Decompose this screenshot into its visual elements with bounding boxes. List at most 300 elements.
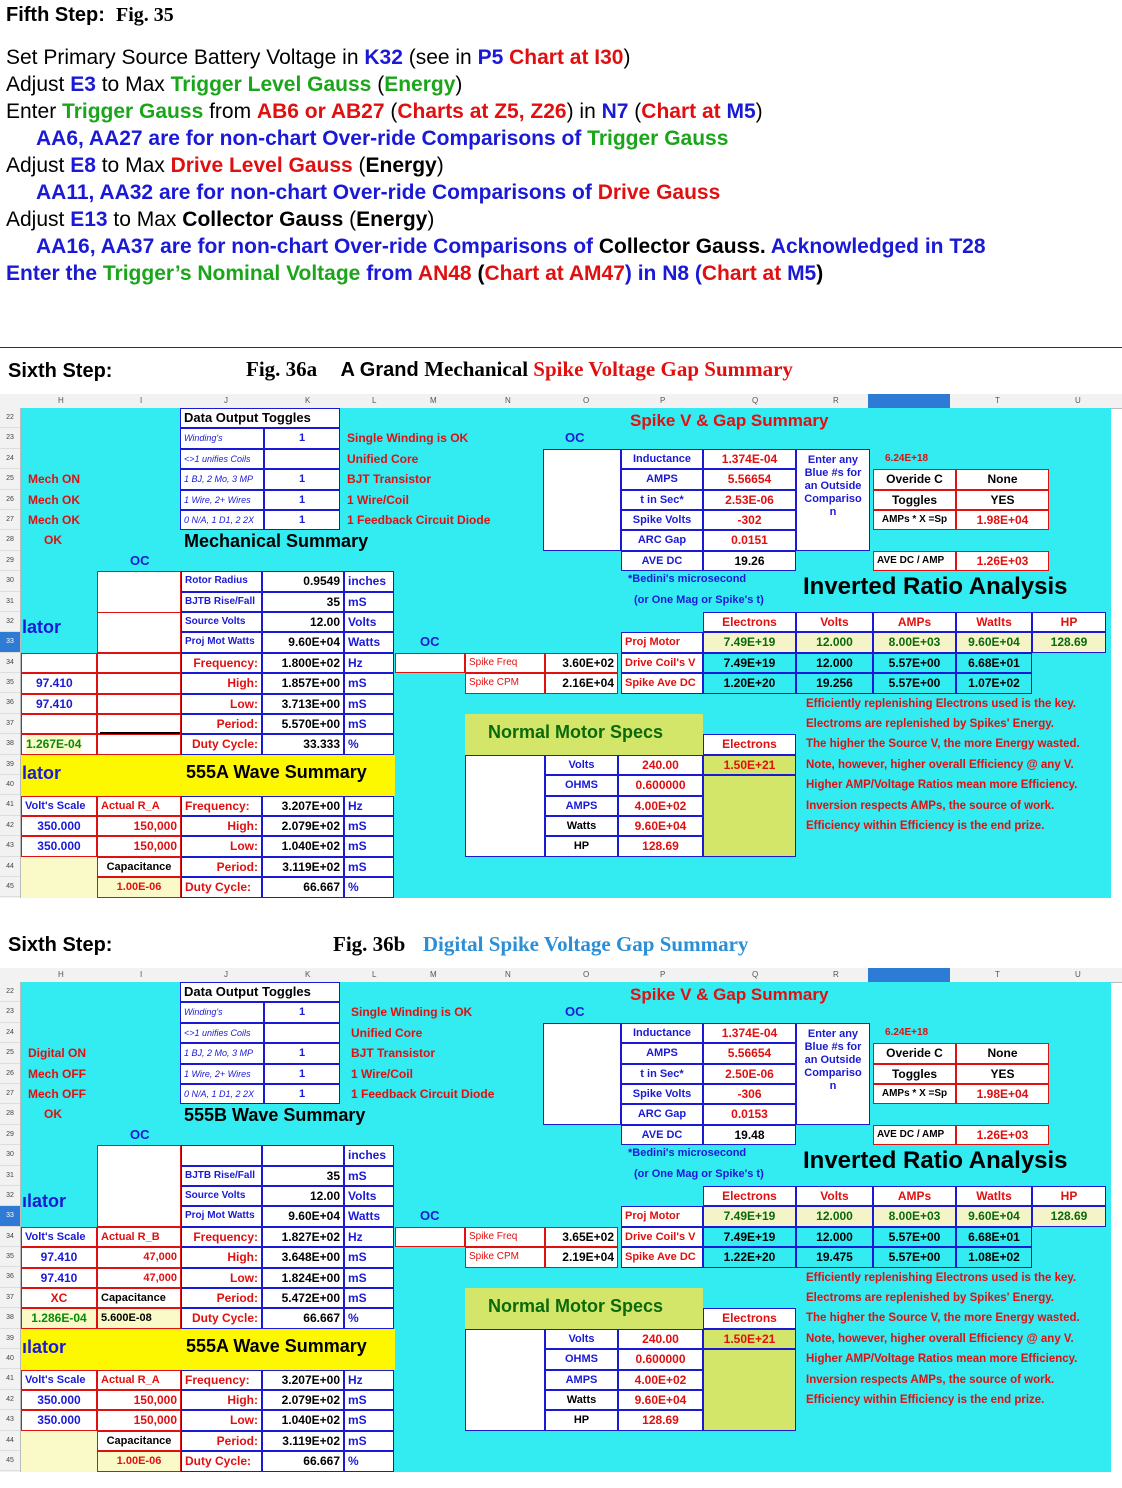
row-number[interactable]: 25 bbox=[0, 469, 20, 489]
row-header-bar bbox=[0, 408, 21, 898]
ira-value[interactable]: 5.57E+00 bbox=[873, 1227, 956, 1247]
wave-value[interactable]: 2.079E+02 bbox=[262, 1390, 344, 1410]
cell bbox=[97, 694, 181, 714]
spec-label: HP bbox=[545, 1410, 618, 1430]
row-number[interactable]: 26 bbox=[0, 1064, 20, 1084]
blank-box bbox=[465, 755, 545, 857]
specs-blank-box bbox=[703, 775, 796, 857]
wave-label: Duty Cycle: bbox=[181, 1451, 262, 1471]
param-value[interactable]: 33.333 bbox=[262, 734, 344, 754]
instruction-line-4 bbox=[6, 125, 728, 152]
param-value[interactable]: 0.9549 bbox=[262, 571, 344, 591]
wave-value[interactable]: 2.079E+02 bbox=[262, 816, 344, 836]
row-number[interactable]: 31 bbox=[0, 1166, 20, 1186]
capacitance-cell[interactable]: Capacitance bbox=[97, 1431, 181, 1451]
cell-ref: AN48 bbox=[417, 262, 472, 285]
ira-value[interactable]: 7.49E+19 bbox=[703, 1227, 796, 1247]
col-header: Volt's Scale bbox=[21, 1370, 97, 1390]
bedini-note-2: (or One Mag or Spike's t) bbox=[634, 1167, 764, 1180]
param-unit: inches bbox=[344, 1145, 394, 1165]
toggle-description: 1 Wire/Coil bbox=[347, 492, 409, 507]
section-divider bbox=[0, 347, 1122, 348]
spreadsheet-b[interactable] bbox=[0, 968, 1122, 1476]
scale-value[interactable]: 350.000 bbox=[21, 1390, 97, 1410]
row-number[interactable]: 32 bbox=[0, 1186, 20, 1206]
ira-value[interactable]: 1.20E+20 bbox=[703, 673, 796, 693]
row-number[interactable]: 23 bbox=[0, 1002, 20, 1022]
param-unit: mS bbox=[344, 592, 394, 612]
spec-value[interactable]: 128.69 bbox=[618, 1410, 703, 1430]
toggle-value[interactable]: 1 bbox=[264, 490, 340, 510]
column-letter[interactable]: J bbox=[224, 970, 228, 979]
spec-label: AMPS bbox=[545, 1370, 618, 1390]
spike-param-value[interactable]: 1.374E-04 bbox=[703, 449, 796, 469]
row-number[interactable]: 36 bbox=[0, 1267, 20, 1287]
mode-status: OK bbox=[44, 1107, 62, 1122]
column-letter[interactable]: P bbox=[660, 396, 666, 405]
ira-value[interactable]: 5.57E+00 bbox=[873, 653, 956, 673]
row-number[interactable]: 35 bbox=[0, 1247, 20, 1267]
column-letter[interactable]: U bbox=[1075, 396, 1081, 405]
param-label: BJTB Rise/Fall bbox=[181, 1166, 262, 1186]
row-number[interactable]: 40 bbox=[0, 1349, 20, 1369]
spec-label: Watts bbox=[545, 1390, 618, 1410]
ira-value[interactable]: 8.00E+03 bbox=[873, 1206, 956, 1226]
efficiency-note: Inversion respects AMPs, the source of work. bbox=[806, 799, 1055, 812]
spike-freq-value[interactable]: 3.60E+02 bbox=[545, 653, 618, 673]
toggle-value[interactable]: 1 bbox=[264, 1043, 340, 1063]
chart-ref: Charts at Z5, Z26 bbox=[397, 100, 567, 123]
row-number[interactable]: 30 bbox=[0, 571, 20, 591]
ira-header: Watlts bbox=[956, 612, 1032, 632]
toggle-value[interactable]: 1 bbox=[264, 428, 340, 448]
ira-value[interactable]: 7.49E+19 bbox=[703, 653, 796, 673]
param-value[interactable]: 3.713E+00 bbox=[262, 694, 344, 714]
gauss-term: Trigger Gauss bbox=[587, 127, 729, 150]
column-letter[interactable]: R bbox=[833, 396, 839, 405]
wave-label: Frequency: bbox=[181, 1370, 262, 1390]
column-letter[interactable]: N bbox=[505, 396, 511, 405]
spike-param-value[interactable]: 19.48 bbox=[703, 1125, 796, 1145]
text: ) bbox=[816, 262, 824, 285]
override-value[interactable]: YES bbox=[956, 1064, 1049, 1084]
summary-title: Mechanical Summary bbox=[184, 531, 369, 552]
param-label: Period: bbox=[181, 1288, 262, 1308]
capacitance-cell[interactable]: 1.00E-06 bbox=[97, 877, 181, 897]
row-number[interactable]: 44 bbox=[0, 1431, 20, 1451]
spec-label: OHMS bbox=[545, 775, 618, 795]
override-label: Overide C bbox=[873, 469, 956, 489]
row-number[interactable]: 28 bbox=[0, 530, 20, 550]
param-unit: mS bbox=[344, 1268, 394, 1288]
param-unit: mS bbox=[344, 694, 394, 714]
cell-value[interactable]: 1.286E-04 bbox=[21, 1308, 97, 1328]
blank-box bbox=[97, 1145, 181, 1227]
mode-status: Mech OK bbox=[28, 513, 81, 527]
row-number[interactable]: 27 bbox=[0, 1084, 20, 1104]
instruction-line-1 bbox=[6, 44, 630, 71]
energy-term: Energy bbox=[384, 73, 456, 96]
row-number[interactable]: 29 bbox=[0, 551, 20, 571]
text: ( bbox=[371, 73, 385, 96]
row-number[interactable]: 24 bbox=[0, 1023, 20, 1043]
cell-value[interactable]: Capacitance bbox=[97, 1288, 181, 1308]
oc-label: OC bbox=[565, 430, 585, 446]
toggle-value[interactable] bbox=[264, 449, 340, 469]
column-letter[interactable]: T bbox=[995, 396, 1000, 405]
row-number[interactable]: 33 bbox=[0, 632, 20, 652]
row-number[interactable]: 38 bbox=[0, 1308, 20, 1328]
row-number[interactable]: 43 bbox=[0, 836, 20, 856]
row-number[interactable]: 26 bbox=[0, 490, 20, 510]
cell-value[interactable]: 97.410 bbox=[21, 1247, 97, 1267]
wave-value[interactable]: 66.667 bbox=[262, 877, 344, 897]
row-number[interactable]: 39 bbox=[0, 755, 20, 775]
toggle-key: 0 N/A, 1 D1, 2 2X bbox=[180, 510, 264, 530]
scale-value[interactable]: 350.000 bbox=[21, 836, 97, 856]
param-unit: % bbox=[344, 734, 394, 754]
fig-36b-title bbox=[333, 932, 748, 957]
param-value[interactable]: 35 bbox=[262, 592, 344, 612]
ira-value[interactable]: 7.49E+19 bbox=[703, 1206, 796, 1226]
text: ( bbox=[628, 100, 642, 123]
ira-header: Electrons bbox=[703, 612, 796, 632]
ira-value[interactable]: 1.22E+20 bbox=[703, 1247, 796, 1267]
column-letter[interactable]: L bbox=[372, 396, 377, 405]
param-value[interactable]: 66.667 bbox=[262, 1308, 344, 1328]
instruction-line-9 bbox=[6, 260, 823, 287]
efficiency-note: Higher AMP/Voltage Ratios mean more Efficiency. bbox=[806, 779, 1078, 792]
spike-param-value[interactable]: -302 bbox=[703, 510, 796, 530]
wave-unit: Hz bbox=[344, 796, 394, 816]
resistor-value[interactable]: 150,000 bbox=[97, 1390, 181, 1410]
spec-value[interactable]: 128.69 bbox=[618, 836, 703, 856]
cell-ref: K32 bbox=[364, 46, 403, 69]
wave-value[interactable]: 3.207E+00 bbox=[262, 796, 344, 816]
wave-label: High: bbox=[181, 816, 262, 836]
cell-value[interactable]: 47,000 bbox=[97, 1268, 181, 1288]
row-number[interactable]: 25 bbox=[0, 1043, 20, 1063]
override-value[interactable]: 1.98E+04 bbox=[956, 1084, 1049, 1104]
spec-value[interactable]: 9.60E+04 bbox=[618, 1390, 703, 1410]
column-letter[interactable]: K bbox=[305, 396, 311, 405]
spec-value[interactable]: 4.00E+02 bbox=[618, 1370, 703, 1390]
override-value[interactable]: None bbox=[956, 1043, 1049, 1063]
spike-param-label: Spike Volts bbox=[621, 510, 703, 530]
spec-label: Volts bbox=[545, 1329, 618, 1349]
row-number[interactable]: 41 bbox=[0, 795, 20, 815]
param-value[interactable]: 3.648E+00 bbox=[262, 1247, 344, 1267]
column-letter[interactable]: P bbox=[660, 970, 666, 979]
wave-value[interactable]: 3.207E+00 bbox=[262, 1370, 344, 1390]
ira-value[interactable]: 1.08E+02 bbox=[956, 1247, 1032, 1267]
cell-value[interactable]: XC bbox=[21, 1288, 97, 1308]
row-number[interactable]: 31 bbox=[0, 592, 20, 612]
param-label: Frequency: bbox=[181, 1227, 262, 1247]
override-label: AMPs * X =Sp bbox=[873, 1084, 956, 1104]
row-number[interactable]: 32 bbox=[0, 612, 20, 632]
ira-value[interactable]: 6.68E+01 bbox=[956, 653, 1032, 673]
row-number[interactable]: 37 bbox=[0, 1288, 20, 1308]
oc-label: OC bbox=[420, 634, 440, 650]
resistor-value[interactable]: 150,000 bbox=[97, 816, 181, 836]
spec-electrons-value[interactable]: 1.50E+21 bbox=[703, 755, 796, 775]
param-value[interactable]: 12.00 bbox=[262, 1186, 344, 1206]
spike-param-value[interactable]: 2.53E-06 bbox=[703, 490, 796, 510]
toggle-description: Unified Core bbox=[351, 1025, 423, 1040]
row-number[interactable]: 27 bbox=[0, 510, 20, 530]
resistor-value[interactable]: 150,000 bbox=[97, 1410, 181, 1430]
param-label: High: bbox=[181, 673, 262, 693]
row-number[interactable]: 40 bbox=[0, 775, 20, 795]
spec-electrons-value[interactable]: 1.50E+21 bbox=[703, 1329, 796, 1349]
cell bbox=[395, 1227, 465, 1247]
column-letter[interactable]: L bbox=[372, 970, 377, 979]
row-number[interactable]: 42 bbox=[0, 816, 20, 836]
spec-label: HP bbox=[545, 836, 618, 856]
ira-value[interactable]: 128.69 bbox=[1032, 1206, 1106, 1226]
ira-value[interactable]: 12.000 bbox=[796, 1227, 873, 1247]
cell-value[interactable]: 47,000 bbox=[97, 1247, 181, 1267]
wave-unit: Hz bbox=[344, 1370, 394, 1390]
wave-value[interactable]: 3.119E+02 bbox=[262, 857, 344, 877]
ira-header: Volts bbox=[796, 1186, 873, 1206]
cell bbox=[97, 653, 181, 673]
wave-unit: mS bbox=[344, 1431, 394, 1451]
wave-value[interactable]: 66.667 bbox=[262, 1451, 344, 1471]
toggle-key: 1 Wire, 2+ Wires bbox=[180, 1064, 264, 1084]
spike-param-value[interactable]: 0.0151 bbox=[703, 530, 796, 550]
text: (see in bbox=[402, 46, 478, 69]
param-value[interactable]: 35 bbox=[262, 1166, 344, 1186]
normal-motor-title: Normal Motor Specs bbox=[488, 722, 664, 742]
ira-value[interactable]: 8.00E+03 bbox=[873, 632, 956, 652]
row-number[interactable]: 30 bbox=[0, 1145, 20, 1165]
spike-param-value[interactable]: 19.26 bbox=[703, 551, 796, 571]
param-value[interactable]: 12.00 bbox=[262, 612, 344, 632]
text: ( bbox=[352, 154, 366, 177]
efficiency-note: Inversion respects AMPs, the source of work. bbox=[806, 1373, 1055, 1386]
spec-value[interactable]: 240.00 bbox=[618, 1329, 703, 1349]
column-letter[interactable]: N bbox=[505, 970, 511, 979]
oc-label: OC bbox=[565, 1004, 585, 1020]
spike-param-value[interactable]: 5.56654 bbox=[703, 1043, 796, 1063]
row-number[interactable]: 22 bbox=[0, 408, 20, 428]
title-part: Mechanical bbox=[424, 357, 529, 381]
row-number[interactable]: 45 bbox=[0, 1451, 20, 1471]
row-number[interactable]: 23 bbox=[0, 428, 20, 448]
row-number[interactable]: 34 bbox=[0, 653, 20, 673]
ira-value[interactable]: 7.49E+19 bbox=[703, 632, 796, 652]
ira-value[interactable]: 5.57E+00 bbox=[873, 1247, 956, 1267]
cell-value[interactable]: 5.600E-08 bbox=[97, 1308, 181, 1328]
col-header: Actual R_B bbox=[97, 1227, 181, 1247]
row-number[interactable]: 41 bbox=[0, 1369, 20, 1389]
ira-value[interactable]: 12.000 bbox=[796, 1206, 873, 1226]
spec-value[interactable]: 0.600000 bbox=[618, 1349, 703, 1369]
chart-ref: Chart at I30 bbox=[503, 46, 624, 69]
param-value[interactable]: 1.824E+00 bbox=[262, 1268, 344, 1288]
column-letter[interactable]: H bbox=[58, 396, 64, 405]
title-text: Digital Spike Voltage Gap Summary bbox=[422, 932, 749, 956]
ira-value[interactable]: 128.69 bbox=[1032, 632, 1106, 652]
spike-param-value[interactable]: 2.50E-06 bbox=[703, 1064, 796, 1084]
param-label: Duty Cycle: bbox=[181, 734, 262, 754]
param-unit: Watts bbox=[344, 1206, 394, 1226]
param-value[interactable]: 5.570E+00 bbox=[262, 714, 344, 734]
toggle-value[interactable]: 1 bbox=[264, 1084, 340, 1104]
ira-value[interactable]: 5.57E+00 bbox=[873, 673, 956, 693]
row-number[interactable]: 34 bbox=[0, 1227, 20, 1247]
spike-cpm-value[interactable]: 2.19E+04 bbox=[545, 1247, 618, 1267]
blank-cell bbox=[21, 857, 97, 877]
override-value[interactable]: 1.98E+04 bbox=[956, 510, 1049, 530]
wave-label: Frequency: bbox=[181, 796, 262, 816]
cell bbox=[21, 714, 97, 734]
row-number[interactable]: 35 bbox=[0, 673, 20, 693]
row-number[interactable]: 44 bbox=[0, 857, 20, 877]
text: ) in bbox=[566, 100, 602, 123]
energy-term: Energy bbox=[356, 208, 428, 231]
mode-status: Digital ON bbox=[28, 1046, 87, 1061]
spec-value[interactable]: 4.00E+02 bbox=[618, 796, 703, 816]
param-unit: inches bbox=[344, 571, 394, 591]
row-number[interactable]: 24 bbox=[0, 449, 20, 469]
scale-value[interactable]: 350.000 bbox=[21, 816, 97, 836]
spike-param-label: AMPS bbox=[621, 1043, 703, 1063]
column-letter[interactable]: K bbox=[305, 970, 311, 979]
param-unit: Hz bbox=[344, 653, 394, 673]
avedc-value[interactable]: 1.26E+03 bbox=[956, 1125, 1049, 1145]
param-value[interactable]: 9.60E+04 bbox=[262, 632, 344, 652]
gauss-term: Trigger Level Gauss bbox=[170, 73, 372, 96]
capacitance-cell[interactable]: 1.00E-06 bbox=[97, 1451, 181, 1471]
row-number[interactable]: 39 bbox=[0, 1329, 20, 1349]
toggle-value[interactable]: 1 bbox=[264, 469, 340, 489]
text: Adjust bbox=[6, 154, 71, 177]
toggle-value[interactable]: 1 bbox=[264, 1064, 340, 1084]
gauss-term: Trigger Gauss bbox=[62, 100, 204, 123]
spec-value[interactable]: 9.60E+04 bbox=[618, 816, 703, 836]
param-value[interactable]: 1.800E+02 bbox=[262, 653, 344, 673]
column-letter[interactable]: Q bbox=[752, 396, 759, 405]
column-letter[interactable]: M bbox=[430, 970, 437, 979]
efficiency-note: Note, however, higher overall Efficiency @ any V. bbox=[806, 1332, 1074, 1345]
column-letter[interactable]: T bbox=[995, 970, 1000, 979]
row-number[interactable]: 28 bbox=[0, 1104, 20, 1124]
param-label: Proj Mot Watts bbox=[181, 1206, 262, 1226]
spike-param-value[interactable]: 1.374E-04 bbox=[703, 1023, 796, 1043]
toggle-value[interactable]: 1 bbox=[264, 510, 340, 530]
row-number[interactable]: 43 bbox=[0, 1410, 20, 1430]
param-value[interactable]: 1.857E+00 bbox=[262, 673, 344, 693]
column-letter[interactable]: U bbox=[1075, 970, 1081, 979]
param-unit: Volts bbox=[344, 612, 394, 632]
ira-row-label: Proj Motor bbox=[621, 1206, 703, 1226]
efficiency-note: Efficiently replenishing Electrons used is the key. bbox=[806, 697, 1077, 710]
spreadsheet-a[interactable] bbox=[0, 394, 1122, 898]
ira-value[interactable]: 19.475 bbox=[796, 1247, 873, 1267]
column-letter[interactable]: R bbox=[833, 970, 839, 979]
ira-value[interactable]: 12.000 bbox=[796, 632, 873, 652]
spike-cpm-value[interactable]: 2.16E+04 bbox=[545, 673, 618, 693]
toggle-value[interactable] bbox=[264, 1023, 340, 1043]
param-value[interactable]: 9.60E+04 bbox=[262, 1206, 344, 1226]
override-value[interactable]: YES bbox=[956, 490, 1049, 510]
ira-value[interactable]: 1.07E+02 bbox=[956, 673, 1032, 693]
ira-value[interactable]: 9.60E+04 bbox=[956, 1206, 1032, 1226]
wave-value[interactable]: 3.119E+02 bbox=[262, 1431, 344, 1451]
param-label: Duty Cycle: bbox=[181, 1308, 262, 1328]
ira-value[interactable]: 6.68E+01 bbox=[956, 1227, 1032, 1247]
override-value[interactable]: None bbox=[956, 469, 1049, 489]
avedc-value[interactable]: 1.26E+03 bbox=[956, 551, 1049, 571]
ira-row-label: Drive Coil's V bbox=[621, 653, 703, 673]
wave-value[interactable]: 1.040E+02 bbox=[262, 836, 344, 856]
efficiency-note: Electroms are replenished by Spikes' Energy. bbox=[806, 718, 1054, 730]
resistor-value[interactable]: 150,000 bbox=[97, 836, 181, 856]
row-number[interactable]: 29 bbox=[0, 1125, 20, 1145]
toggle-value[interactable]: 1 bbox=[264, 1002, 340, 1022]
row-number[interactable]: 33 bbox=[0, 1206, 20, 1226]
scale-value[interactable]: 350.000 bbox=[21, 1410, 97, 1430]
column-letter[interactable]: O bbox=[583, 396, 590, 405]
row-number[interactable]: 45 bbox=[0, 877, 20, 897]
column-letter[interactable]: M bbox=[430, 396, 437, 405]
cell-value[interactable]: 97.410 bbox=[21, 1268, 97, 1288]
wave-unit: % bbox=[344, 877, 394, 897]
row-number[interactable]: 42 bbox=[0, 1390, 20, 1410]
column-letter[interactable]: I bbox=[140, 396, 143, 405]
column-letter[interactable]: O bbox=[583, 970, 590, 979]
row-number[interactable]: 38 bbox=[0, 734, 20, 754]
scale-value: 97.410 bbox=[36, 696, 73, 711]
ira-value[interactable]: 9.60E+04 bbox=[956, 632, 1032, 652]
spec-value[interactable]: 0.600000 bbox=[618, 775, 703, 795]
column-letter[interactable]: J bbox=[224, 396, 228, 405]
spike-param-value[interactable]: 5.56654 bbox=[703, 469, 796, 489]
row-number[interactable]: 36 bbox=[0, 693, 20, 713]
text: ( bbox=[343, 208, 357, 231]
spike-param-value[interactable]: 0.0153 bbox=[703, 1104, 796, 1124]
column-letter[interactable]: Q bbox=[752, 970, 759, 979]
column-letter[interactable]: I bbox=[140, 970, 143, 979]
param-unit: mS bbox=[344, 1288, 394, 1308]
oscillator-title: ılator bbox=[22, 1336, 67, 1357]
spike-param-label: ARC Gap bbox=[621, 1104, 703, 1124]
toggle-description: 1 Feedback Circuit Diode bbox=[347, 513, 491, 527]
wave-value[interactable]: 1.040E+02 bbox=[262, 1410, 344, 1430]
selected-column-highlight bbox=[868, 394, 950, 408]
row-number[interactable]: 37 bbox=[0, 714, 20, 734]
ira-value[interactable]: 12.000 bbox=[796, 653, 873, 673]
param-value[interactable] bbox=[262, 1145, 344, 1165]
outside-comparison-note: Enter any Blue #s for an Outside Compariso n bbox=[796, 449, 870, 551]
spike-freq-value[interactable]: 3.65E+02 bbox=[545, 1227, 618, 1247]
param-label: Proj Mot Watts bbox=[181, 632, 262, 652]
column-letter[interactable]: H bbox=[58, 970, 64, 979]
oscillator-title: lator bbox=[22, 617, 62, 637]
param-value[interactable]: 1.827E+02 bbox=[262, 1227, 344, 1247]
row-number[interactable]: 22 bbox=[0, 982, 20, 1002]
ira-value[interactable]: 19.256 bbox=[796, 673, 873, 693]
param-value[interactable]: 5.472E+00 bbox=[262, 1288, 344, 1308]
spec-value[interactable]: 240.00 bbox=[618, 755, 703, 775]
spike-param-value[interactable]: -306 bbox=[703, 1084, 796, 1104]
efficiency-note: Note, however, higher overall Efficiency @ any V. bbox=[806, 758, 1074, 771]
avedc-label: AVE DC / AMP bbox=[873, 551, 956, 571]
capacitance-cell[interactable]: Capacitance bbox=[97, 857, 181, 877]
